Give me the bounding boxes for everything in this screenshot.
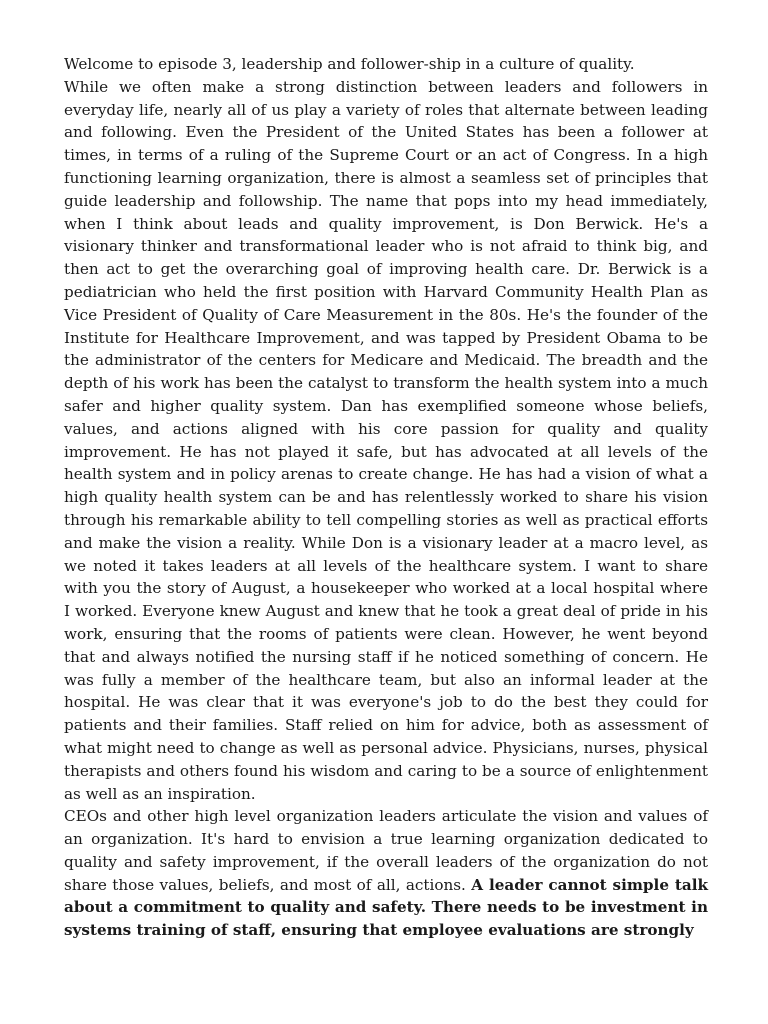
bold-emphasis-text: A leader cannot simple talk about a commitment to quality and safety. There needs to be investment in systems training of staff, ensuring that employee evaluations are strongly [64, 875, 708, 940]
paragraph-text: CEOs and other high level organization leaders articulate the vision and values of an organization. It's hard to envision a true learning organization dedicated to quality and safety improvement, if the overall leaders of the organization do not share those values, beliefs, and most of all, actions. [64, 807, 708, 894]
document-page [64, 53, 708, 942]
body-paragraph: While we often make a strong distinction between leaders and followers in everyday life, nearly all of us play a variety of roles that alternate between leading and following. Even the President of the United States has been a follower at times, in terms of a ruling of the Supreme Court or an act of Congress. In a high functioning learning organization, there is almost a seamless set of principles that guide leadership and followship. The name that pops into my head immediately, when I think about leads and quality improvement, is Don Berwick. He's a visionary thinker and transformational leader who is not afraid to think big, and then act to get the overarching goal of improving health care. Dr. Berwick is a pediatrician who held the first position with Harvard Community Health Plan as Vice President of Quality of Care Measurement in the 80s. He's the founder of the Institute for Healthcare Improvement, and was tapped by President Obama to be the administrator of the centers for Medicare and Medicaid. The breadth and the depth of his work has been the catalyst to transform the health system into a much safer and higher quality system. Dan has exemplified someone whose beliefs, values, and actions aligned with his core passion for quality and quality improvement. He has not played it safe, but has advocated at all levels of the health system and in policy arenas to create change. He has had a vision of what a high quality health system can be and has relentlessly worked to share his vision through his remarkable ability to tell compelling stories as well as practical efforts and make the vision a reality. While Don is a visionary leader at a macro level, as we noted it takes leaders at all levels of the healthcare system. I want to share with you the story of August, a housekeeper who worked at a local hospital where I worked. Everyone knew August and knew that he took a great deal of pride in his work, ensuring that the rooms of patients were clean. However, he went beyond that and always notified the nursing staff if he noticed something of concern. He was fully a member of the healthcare team, but also an informal leader at the hospital. He was clear that it was everyone's job to do the best they could for patients and their families. Staff relied on him for advice, both as assessment of what might need to change as well as personal advice. Physicians, nurses, physical therapists and others found his wisdom and caring to be a source of enlightenment as well as an inspiration. [64, 77, 708, 803]
intro-line: Welcome to episode 3, leadership and follower-ship in a culture of quality. [64, 55, 635, 73]
body-paragraph [64, 805, 708, 942]
